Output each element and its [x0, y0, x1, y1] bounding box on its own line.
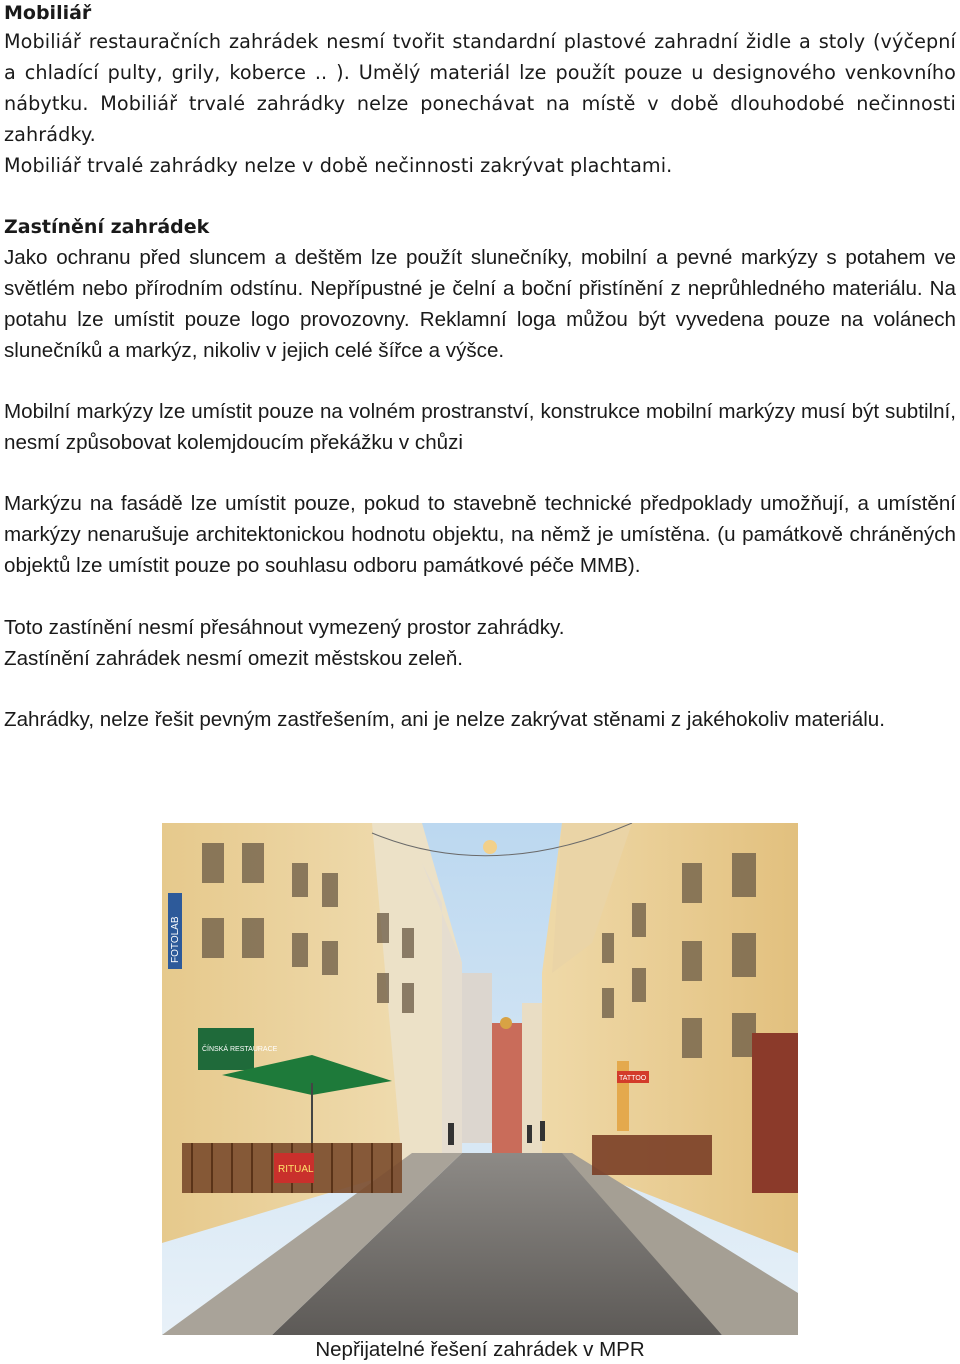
- chinese-restaurant-sign-text: ČÍNSKÁ RESTAURACE: [202, 1046, 278, 1053]
- terrace-fence-right: [592, 1135, 712, 1175]
- paragraph-zastineni-2: Mobilní markýzy lze umístit pouze na volném prostranství, konstrukce mobilní markýzy musí být subtilní, nesmí způsobovat kolemjdoucím překážku v chůzi: [4, 400, 956, 454]
- fotolab-sign-text: FOTOLAB: [170, 916, 181, 963]
- paragraph-mobiliar-2: Mobiliář trvalé zahrádky nelze v době nečinnosti zakrývat plachtami.: [4, 154, 673, 177]
- shop-front-right: [752, 1033, 798, 1193]
- section-heading-zastineni: Zastínění zahrádek: [4, 216, 210, 238]
- paragraph-zastineni-1: Jako ochranu před sluncem a deštěm lze použít slunečníky, mobilní a pevné markýzy s potahem ve světlém nebo přírodním odstínu. Nepřípustné je čelní a boční přistínění z neprůhledného materiálu. Na potahu lze umístit pouze logo provozovny. Reklamní loga můžou být vyvedena pouze na volánech slunečníků a markýz, nikoliv v jejich celé šířce a výšce.: [4, 246, 956, 362]
- paragraph-zastineni-5: Zastínění zahrádek nesmí omezit městskou zeleň.: [4, 647, 463, 670]
- paragraph-zastineni-6: Zahrádky, nelze řešit pevným zastřešením, ani je nelze zakrývat stěnami z jakéhokoliv materiálu.: [4, 708, 885, 731]
- tattoo-sign-text: TATTOO: [619, 1075, 647, 1082]
- paragraph-mobiliar-1: Mobiliář restauračních zahrádek nesmí tvořit standardní plastové zahradní židle a stoly (výčepní a chladící pulty, grily, koberce .. ). Umělý materiál lze použít pouze u designového venkovního nábytku. Mobiliář trvalé zahrádky nelze ponechávat na místě v době dlouhodobé nečinnosti zahrádky.: [4, 30, 956, 146]
- street-photo-illustration: [162, 823, 798, 1335]
- photo-caption: Nepřijatelné řešení zahrádek v MPR: [315, 1338, 645, 1361]
- paragraph-zastineni-4: Toto zastínění nesmí přesáhnout vymezený prostor zahrádky.: [4, 616, 565, 639]
- section-heading-mobiliar: Mobiliář: [4, 2, 92, 24]
- street-photo: [162, 823, 798, 1335]
- paragraph-zastineni-3: Markýzu na fasádě lze umístit pouze, pokud to stavebně technické předpoklady umožňují, a umístění markýzy nenarušuje architektonickou hodnotu objektu, na němž je umístěna. (u památkově chráněných objektů lze umístit pouze po souhlasu odboru památkové péče MMB).: [4, 492, 956, 577]
- ritual-banner-text: RITUAL: [278, 1164, 314, 1175]
